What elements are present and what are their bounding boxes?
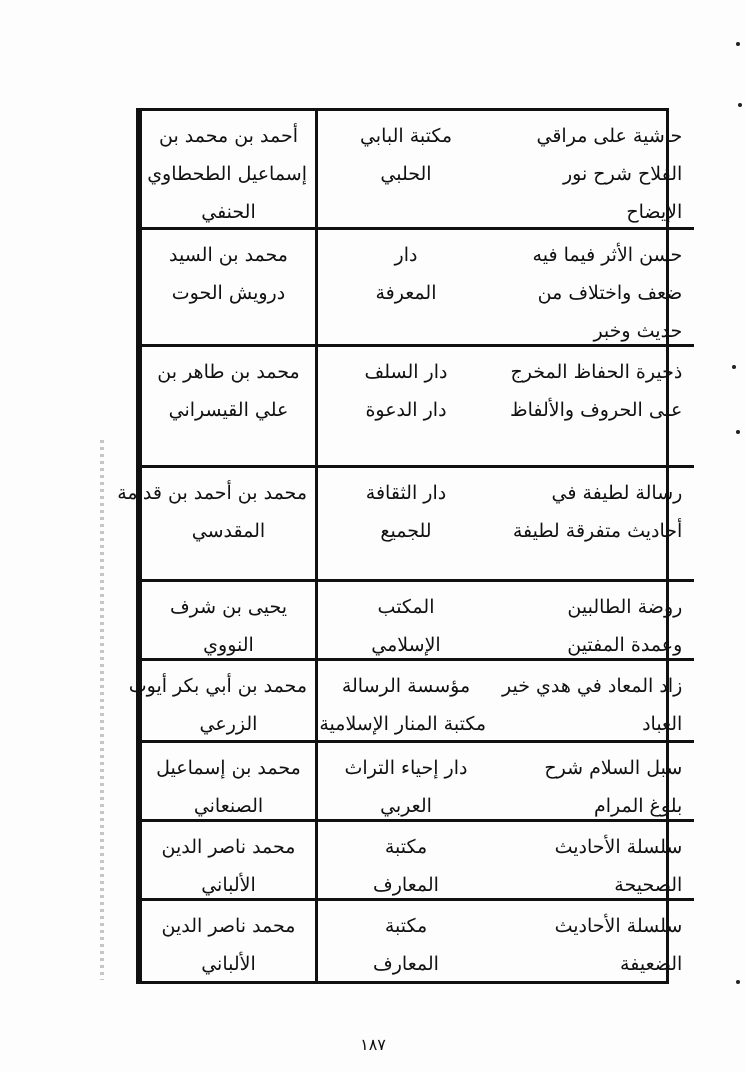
cell-author [139, 822, 315, 901]
author-line: علي القيسراني [168, 399, 289, 421]
scan-speck [738, 103, 742, 107]
author-line: المقدسي [191, 520, 266, 542]
cell-title [494, 743, 694, 822]
title-line: سلسلة الأحاديث [554, 915, 683, 937]
title-line: الصحيحة [614, 874, 683, 896]
publisher-line: دار الدعوة [365, 399, 447, 421]
title-line: حاشية على مراقي [536, 125, 683, 147]
publisher-line: مكتبة المنار الإسلامية [319, 713, 486, 735]
author-line: محمد ناصر الدين [161, 915, 296, 937]
author-line: محمد بن أبي بكر أيوب [128, 675, 307, 697]
publisher-line: مكتبة البابي [359, 125, 453, 147]
title-line: رسالة لطيفة في [551, 482, 683, 504]
scan-speck [732, 365, 736, 369]
title-line: سبل السلام شرح [544, 757, 683, 779]
scan-artifact [100, 440, 104, 980]
cell-publisher [315, 347, 494, 468]
cell-publisher [315, 111, 494, 230]
cell-title [494, 111, 694, 230]
publisher-line: دار [394, 244, 418, 266]
publisher-line: المعرفة [375, 282, 437, 304]
cell-title [494, 230, 694, 347]
cell-author [139, 901, 315, 983]
cell-author [139, 111, 315, 230]
cell-publisher [315, 822, 494, 901]
scan-speck [736, 42, 740, 46]
cell-title [494, 468, 694, 582]
publisher-line: الحلبي [380, 163, 432, 185]
cell-publisher [315, 661, 494, 743]
cell-title [494, 901, 694, 983]
author-line: الحنفي [201, 201, 256, 223]
cell-author [117, 468, 315, 582]
author-line: النووي [203, 634, 254, 656]
title-line: وعمدة المفتين [567, 634, 683, 656]
title-line: على الحروف والألفاظ [510, 399, 683, 421]
scan-speck [736, 980, 740, 984]
author-line: الألباني [201, 874, 256, 896]
author-line: درويش الحوت [171, 282, 286, 304]
title-line: الضعيفة [620, 953, 683, 975]
cell-author [139, 743, 315, 822]
title-line: الإيضاح [626, 201, 683, 223]
scan-speck [736, 430, 740, 434]
publisher-line: مكتبة [384, 836, 428, 858]
title-line: ضعف واختلاف من [537, 282, 683, 304]
cell-title [494, 347, 694, 468]
cell-publisher [315, 901, 494, 983]
author-line: محمد بن طاهر بن [157, 361, 300, 383]
page-number: ١٨٧ [360, 1035, 386, 1054]
publisher-line: مكتبة [384, 915, 428, 937]
publisher-line: المعارف [373, 874, 439, 896]
cell-title [494, 661, 694, 743]
author-line: إسماعيل الطحطاوي [147, 163, 307, 185]
publisher-line: الإسلامي [371, 634, 441, 656]
title-line: العباد [642, 713, 683, 735]
publisher-line: المكتب [377, 596, 435, 618]
author-line: الزرعي [199, 713, 258, 735]
title-line: بلوغ المرام [593, 795, 683, 817]
publisher-line: مؤسسة الرسالة [341, 675, 471, 697]
author-line: محمد بن إسماعيل [156, 757, 301, 779]
cell-title [494, 582, 694, 661]
publisher-line: العربي [380, 795, 432, 817]
title-line: الفلاح شرح نور [562, 163, 683, 185]
publisher-line: دار الثقافة [365, 482, 447, 504]
cell-title [494, 822, 694, 901]
title-line: حسن الأثر فيما فيه [532, 244, 683, 266]
references-table [117, 108, 683, 984]
cell-publisher [315, 230, 494, 347]
cell-author [139, 347, 315, 468]
title-line: أحاديث متفرقة لطيفة [512, 520, 683, 542]
title-line: روضة الطالبين [567, 596, 683, 618]
title-line: ذخيرة الحفاظ المخرج [510, 361, 683, 383]
author-line: محمد ناصر الدين [161, 836, 296, 858]
publisher-line: دار إحياء التراث [344, 757, 468, 779]
author-line: يحيى بن شرف [169, 596, 288, 618]
cell-author [139, 582, 315, 661]
author-line: أحمد بن محمد بن [158, 125, 298, 147]
publisher-line: المعارف [373, 953, 439, 975]
author-line: محمد بن أحمد بن قدامة [117, 482, 307, 504]
author-line: الصنعاني [193, 795, 264, 817]
cell-author [128, 661, 315, 743]
publisher-line: دار السلف [364, 361, 448, 383]
publisher-line: للجميع [380, 520, 432, 542]
cell-publisher [315, 468, 494, 582]
cell-publisher [315, 743, 494, 822]
title-line: زاد المعاد في هدي خير [502, 675, 683, 697]
title-line: سلسلة الأحاديث [554, 836, 683, 858]
author-line: محمد بن السيد [169, 244, 288, 266]
cell-publisher [315, 582, 494, 661]
cell-author [139, 230, 315, 347]
title-line: حديث وخبر [593, 320, 683, 342]
author-line: الألباني [201, 953, 256, 975]
